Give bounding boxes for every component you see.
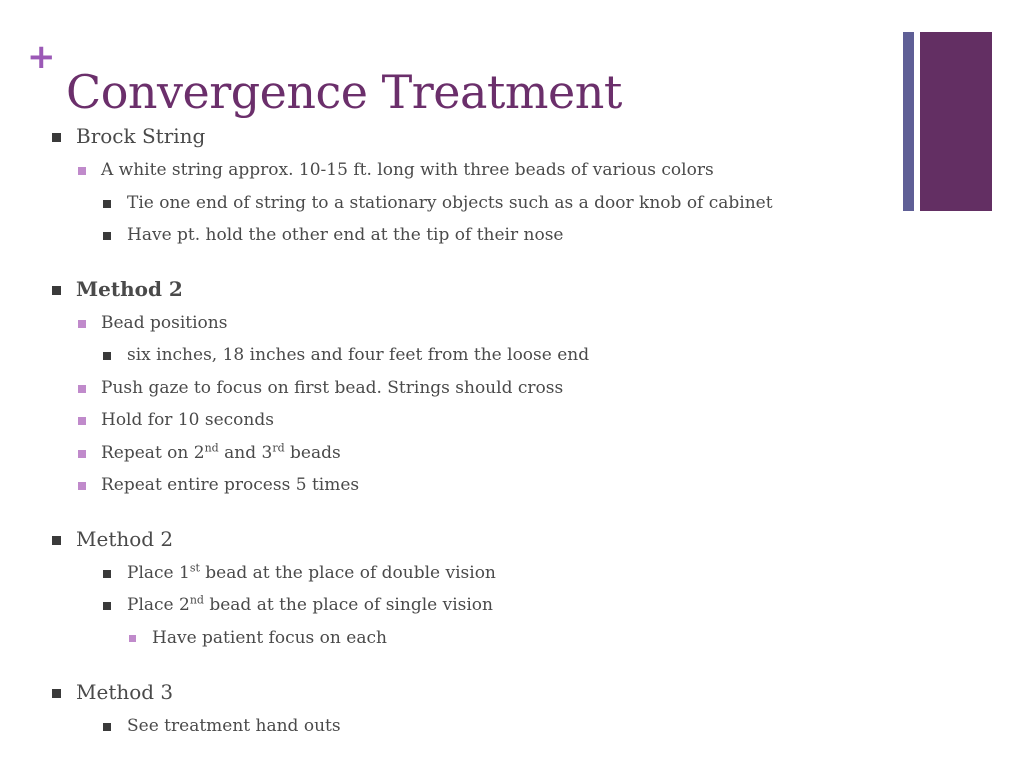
bullet-icon bbox=[103, 602, 111, 610]
decorative-bar-thin bbox=[903, 32, 914, 211]
bullet-icon bbox=[78, 450, 86, 458]
bullet-brock-string: Brock String bbox=[76, 124, 206, 148]
bullet-handouts: See treatment hand outs bbox=[127, 716, 341, 736]
bullet-icon bbox=[78, 482, 86, 490]
bullet-icon bbox=[78, 167, 86, 175]
bullet-focus-each: Have patient focus on each bbox=[152, 628, 387, 648]
bullet-icon bbox=[78, 385, 86, 393]
superscript: rd bbox=[272, 441, 285, 455]
bullet-icon bbox=[129, 635, 136, 642]
superscript: st bbox=[189, 561, 200, 575]
bullet-icon bbox=[52, 133, 61, 142]
bullet-method-2: Method 2 bbox=[76, 527, 174, 551]
bullet-method-3: Method 3 bbox=[76, 680, 174, 704]
bullet-repeat-entire: Repeat entire process 5 times bbox=[101, 475, 360, 495]
bullet-icon bbox=[103, 723, 111, 731]
text-part: Place 2 bbox=[127, 595, 190, 615]
bullet-icon bbox=[103, 570, 111, 578]
bullet-white-string: A white string approx. 10-15 ft. long with three beads of various colors bbox=[101, 160, 714, 180]
bullet-icon bbox=[103, 352, 111, 360]
bullet-icon bbox=[52, 536, 61, 545]
bullet-icon bbox=[103, 200, 111, 208]
text-part: and 3 bbox=[218, 443, 273, 463]
text-part: bead at the place of double vision bbox=[199, 563, 496, 583]
text-part: Place 1 bbox=[127, 563, 190, 583]
bullet-icon bbox=[103, 232, 111, 240]
bullet-icon bbox=[78, 320, 86, 328]
text-part: bead at the place of single vision bbox=[203, 595, 493, 615]
text-part: beads bbox=[284, 443, 341, 463]
decorative-bar-thick bbox=[920, 32, 992, 211]
bullet-bead-positions: Bead positions bbox=[101, 313, 228, 333]
bullet-repeat-beads bbox=[101, 443, 341, 463]
slide-title: Convergence Treatment bbox=[66, 65, 622, 119]
bullet-six-inches: six inches, 18 inches and four feet from the loose end bbox=[127, 345, 590, 365]
bullet-method-2-bold: Method 2 bbox=[76, 277, 183, 301]
bullet-place-first bbox=[127, 563, 496, 583]
bullet-push-gaze: Push gaze to focus on first bead. Strings should cross bbox=[101, 378, 564, 398]
bullet-place-second bbox=[127, 595, 493, 615]
bullet-tie-end: Tie one end of string to a stationary objects such as a door knob of cabinet bbox=[127, 193, 773, 213]
bullet-icon bbox=[52, 689, 61, 698]
superscript: nd bbox=[204, 441, 219, 455]
text-part: Repeat on 2 bbox=[101, 443, 205, 463]
bullet-hold-end: Have pt. hold the other end at the tip of their nose bbox=[127, 225, 564, 245]
superscript: nd bbox=[189, 593, 204, 607]
plus-icon: + bbox=[27, 37, 56, 77]
bullet-hold-10: Hold for 10 seconds bbox=[101, 410, 274, 430]
bullet-icon bbox=[78, 417, 86, 425]
bullet-icon bbox=[52, 286, 61, 295]
